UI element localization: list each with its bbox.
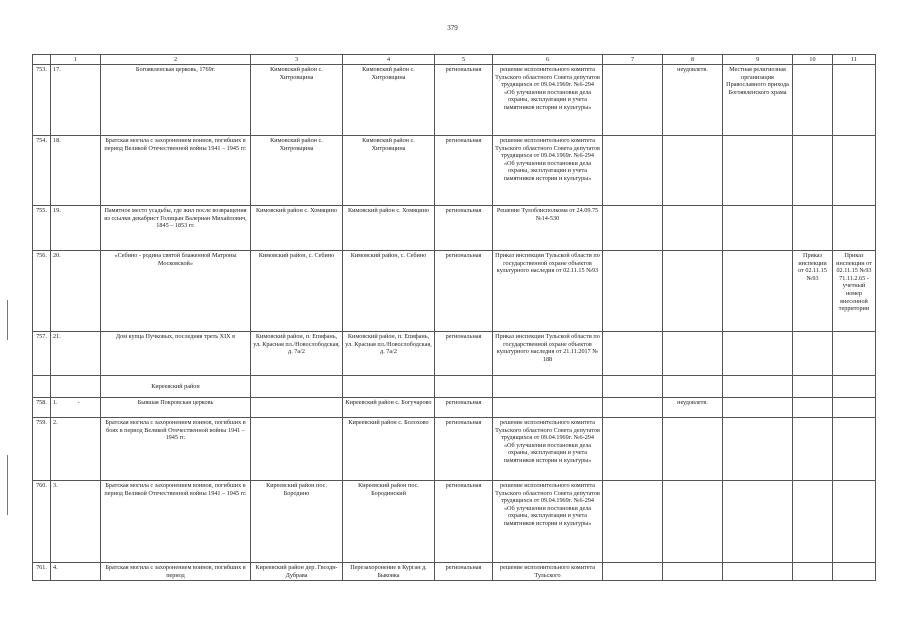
condition-cell: неудовлетв.	[663, 398, 723, 418]
table-row	[33, 65, 876, 136]
object-category: региональная	[435, 136, 493, 206]
table-row	[33, 418, 876, 481]
register-number: 757.	[33, 332, 51, 376]
owner-cell	[723, 418, 793, 481]
object-location: Киреевский район дер. Гвоздн-Дубрава	[251, 563, 343, 581]
column-number: 4	[343, 55, 435, 65]
object-location: Кимовский район, п. Епифань, ул. Красная пл./Новослободская, д. 7а/2	[251, 332, 343, 376]
owner-cell	[723, 332, 793, 376]
object-address: Кимовский район, с. Себино	[343, 251, 435, 332]
column-10-cell	[793, 563, 833, 581]
object-address: Кимовский район с. Хомяцино	[343, 206, 435, 251]
object-name: Братская могила с захоронением воинов, погибших в период	[101, 563, 251, 581]
column-11-cell: Приказ инспекции от 02.11.15 №93 71.11.2.65 - учетный номер внесенной территории	[833, 251, 876, 332]
column-7-cell	[603, 136, 663, 206]
column-10-cell	[793, 136, 833, 206]
object-category: региональная	[435, 65, 493, 136]
local-number: 20.	[51, 251, 101, 332]
local-number: 2.	[51, 418, 101, 481]
table-row	[33, 136, 876, 206]
condition-cell	[663, 563, 723, 581]
register-number: 760.	[33, 481, 51, 563]
condition-cell	[663, 418, 723, 481]
column-11-cell	[833, 206, 876, 251]
column-11-cell	[833, 563, 876, 581]
binding-mark	[7, 455, 8, 515]
column-number: 2	[101, 55, 251, 65]
owner-cell: Местная религиозная организация Православного прихода Богоявленского храма	[723, 65, 793, 136]
object-name: Братская могила с захоронением воинов, погибших в период Великой Отечественной войны 1941 – 1945 гг.	[101, 136, 251, 206]
column-11-cell	[833, 332, 876, 376]
table-row	[33, 332, 876, 376]
object-address: Кимовский район с. Хитровщина	[343, 65, 435, 136]
object-name: Богоявленская церковь, 1769г.	[101, 65, 251, 136]
column-number: 10	[793, 55, 833, 65]
column-number: 1	[51, 55, 101, 65]
column-10-cell	[793, 65, 833, 136]
protection-document: Приказ инспекции Тульской области по государственной охране объектов культурного наследия от 21.11.2017 № 188	[493, 332, 603, 376]
object-category: региональная	[435, 206, 493, 251]
register-number: 761.	[33, 563, 51, 581]
object-category: региональная	[435, 481, 493, 563]
column-11-cell	[833, 418, 876, 481]
column-number: 8	[663, 55, 723, 65]
protection-document: Решение Тулоблисполкома от 24.09.75 №14-530	[493, 206, 603, 251]
object-name: Дом купца Пучковых, последняя треть XIX в	[101, 332, 251, 376]
local-number: 19.	[51, 206, 101, 251]
object-address: Перезахоронение в Курган д. Быковка	[343, 563, 435, 581]
owner-cell	[723, 136, 793, 206]
protection-document: решение исполнительного комитета Тульского областного Совета депутатов трудящихся от 09.04.1969г. №6-294 «Об улучшении постановки дела охраны, эксплуатации и учета памятников истории и культуры»	[493, 418, 603, 481]
register-number: 754.	[33, 136, 51, 206]
object-category: региональная	[435, 398, 493, 418]
owner-cell	[723, 481, 793, 563]
column-number: 11	[833, 55, 876, 65]
owner-cell	[723, 251, 793, 332]
object-category: региональная	[435, 332, 493, 376]
column-number: 5	[435, 55, 493, 65]
table-row	[33, 563, 876, 581]
column-7-cell	[603, 563, 663, 581]
column-10-cell	[793, 481, 833, 563]
owner-cell	[723, 563, 793, 581]
column-10-cell	[793, 418, 833, 481]
local-number: 21.	[51, 332, 101, 376]
table-row	[33, 206, 876, 251]
object-category: региональная	[435, 251, 493, 332]
condition-cell: неудовлетв.	[663, 65, 723, 136]
column-11-cell	[833, 136, 876, 206]
object-location	[251, 418, 343, 481]
dash-mark: -	[77, 399, 80, 406]
column-10-cell	[793, 332, 833, 376]
section-row	[33, 376, 876, 398]
protection-document: решение исполнительного комитета Тульского	[493, 563, 603, 581]
column-7-cell	[603, 332, 663, 376]
column-number: 7	[603, 55, 663, 65]
page-number: 379	[447, 24, 458, 32]
object-address: Кимовский район, п. Епифань, ул. Красная пл./Новослободская, д. 7а/2	[343, 332, 435, 376]
object-category: региональная	[435, 418, 493, 481]
column-11-cell	[833, 398, 876, 418]
register-table	[32, 54, 876, 581]
object-address: Киреевский район с. Болохово	[343, 418, 435, 481]
column-7-cell	[603, 251, 663, 332]
local-number: 18.	[51, 136, 101, 206]
condition-cell	[663, 206, 723, 251]
owner-cell	[723, 206, 793, 251]
column-number-row	[33, 55, 876, 65]
object-location	[251, 398, 343, 418]
object-location: Кимовский район с. Хитровщина	[251, 136, 343, 206]
object-name: Братская могила с захоронением воинов, погибших в боях в период Великой Отечественной войны 1941 – 1945 гг.	[101, 418, 251, 481]
column-number	[33, 55, 51, 65]
protection-document: решение исполнительного комитета Тульского областного Совета депутатов трудящихся от 09.04.1969г. №6-294 «Об улучшении постановки дела охраны, эксплуатации и учета памятников истории и культуры»	[493, 481, 603, 563]
condition-cell	[663, 251, 723, 332]
column-7-cell	[603, 418, 663, 481]
protection-document	[493, 398, 603, 418]
object-location: Киреевский район пос. Бородино	[251, 481, 343, 563]
section-title: Киреевский район	[101, 376, 251, 398]
local-number: 4.	[51, 563, 101, 581]
column-7-cell	[603, 65, 663, 136]
register-number: 753.	[33, 65, 51, 136]
protection-document: решение исполнительного комитета Тульского областного Совета депутатов трудящихся от 09.04.1969г. №6-294 «Об улучшении постановки дела охраны, эксплуатации и учета памятников истории и культуры»	[493, 65, 603, 136]
owner-cell	[723, 398, 793, 418]
condition-cell	[663, 332, 723, 376]
register-number: 758.	[33, 398, 51, 418]
column-10-cell: Приказ инспекции от 02.11.15 №93	[793, 251, 833, 332]
protection-document: решение исполнительного комитета Тульского областного Совета депутатов трудящихся от 09.04.1969г. №6-294 «Об улучшении постановки дела охраны, эксплуатации и учета памятников истории и культуры»	[493, 136, 603, 206]
object-address: Кимовский район с. Хитровщина	[343, 136, 435, 206]
register-number: 756.	[33, 251, 51, 332]
object-location: Кимовский район, с. Себино	[251, 251, 343, 332]
object-location: Кимовский район с. Хомяцино	[251, 206, 343, 251]
object-name: Братская могила с захоронением воинов, погибших в период Великой Отечественной войны 1941 – 1945 гг.	[101, 481, 251, 563]
protection-document: Приказ инспекции Тульской области по государственной охране объектов культурного наследия от 02.11.15 №93	[493, 251, 603, 332]
condition-cell	[663, 481, 723, 563]
column-7-cell	[603, 206, 663, 251]
object-name: «Себино - родина святой блаженной Матроны Московской»	[101, 251, 251, 332]
object-location: Кимовский район с. Хитровщина	[251, 65, 343, 136]
local-number: 17.	[51, 65, 101, 136]
column-11-cell	[833, 65, 876, 136]
column-number: 3	[251, 55, 343, 65]
column-number: 9	[723, 55, 793, 65]
table-row	[33, 398, 876, 418]
object-address: Киреевский район с. Богучарово	[343, 398, 435, 418]
column-number: 6	[493, 55, 603, 65]
table-row	[33, 481, 876, 563]
column-11-cell	[833, 481, 876, 563]
local-number: 3.	[51, 481, 101, 563]
table-row	[33, 251, 876, 332]
register-number: 759.	[33, 418, 51, 481]
object-address: Киреевский район пос. Бородинский	[343, 481, 435, 563]
object-category: региональная	[435, 563, 493, 581]
local-number: 1. -	[51, 398, 101, 418]
binding-mark	[7, 300, 8, 340]
register-number: 755.	[33, 206, 51, 251]
column-10-cell	[793, 398, 833, 418]
object-name: Бывшая Покровская церковь	[101, 398, 251, 418]
column-10-cell	[793, 206, 833, 251]
column-7-cell	[603, 481, 663, 563]
condition-cell	[663, 136, 723, 206]
column-7-cell	[603, 398, 663, 418]
object-name: Памятное место усадьбы, где жил после возвращения из ссылки декабрист Голицын Валериан Михайлович, 1845 – 1853 гг.	[101, 206, 251, 251]
